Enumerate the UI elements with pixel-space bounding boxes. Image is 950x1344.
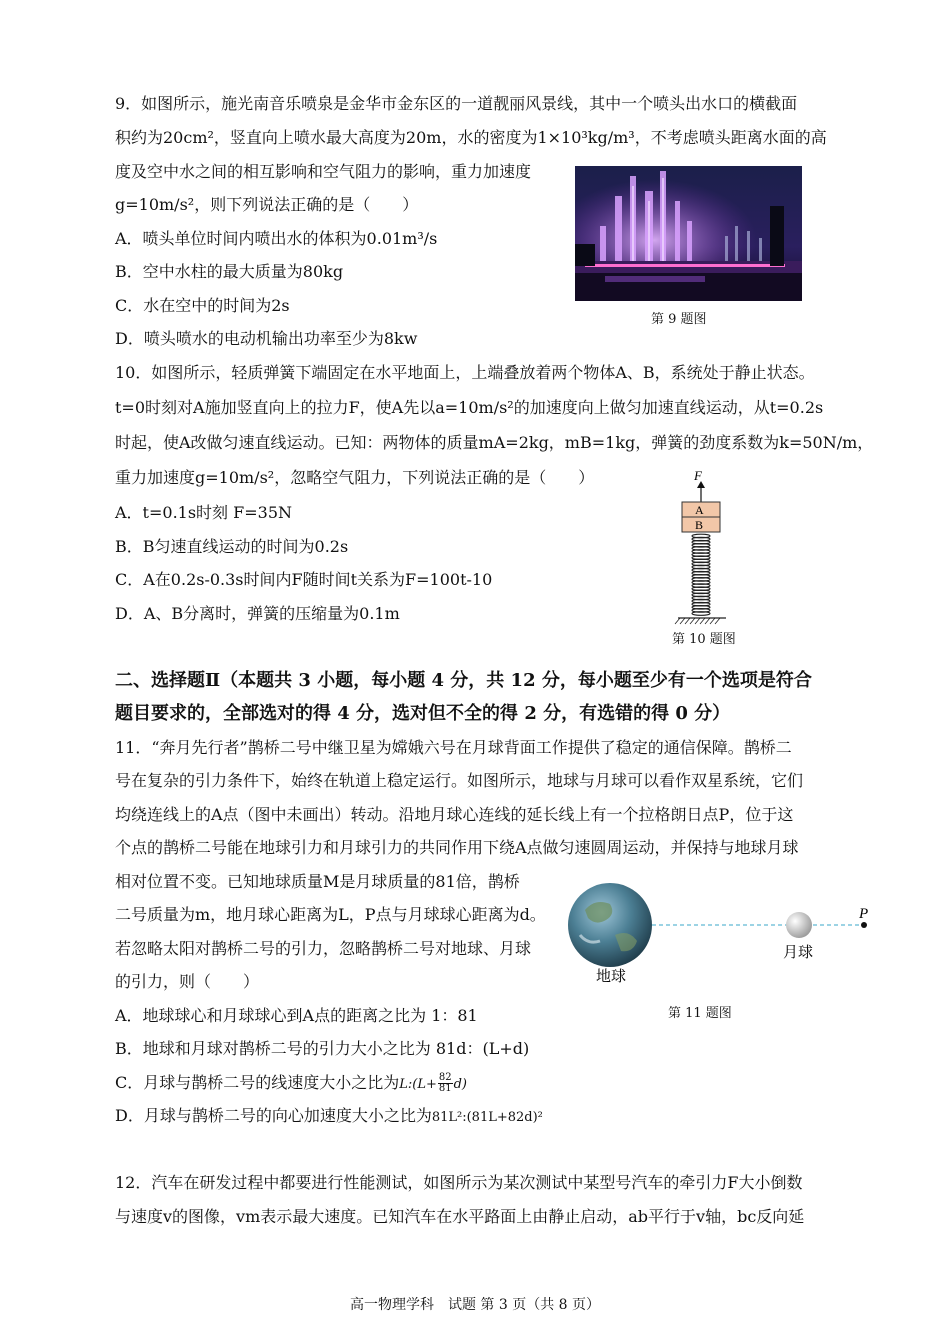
moon-label: 月球: [783, 943, 814, 961]
q11-stem-line-4: 个点的鹊桥二号能在地球引力和月球引力的共同作用下绕A点做匀速圆周运动，并保持与地球月球: [115, 838, 799, 857]
point-p-label: P: [859, 906, 869, 922]
q9-option-c: C．水在空中的时间为2s: [115, 296, 290, 315]
q10-stem-line-2: t=0时刻对A施加竖直向上的拉力F，使A先以a=10m/s²的加速度向上做匀加速直线运动，从t=0.2s: [115, 398, 824, 417]
q11-stem-line-3: 均绕连线上的A点（图中未画出）转动。沿地月球心连线的延长线上有一个拉格朗日点P，位于这: [115, 805, 794, 824]
spring-block-figure: [670, 470, 740, 625]
force-label: F: [694, 470, 702, 483]
q9-stem-line-4: g=10m/s²，则下列说法正确的是（ ）: [115, 195, 419, 214]
q10-figure-caption: 第 10 题图: [672, 632, 736, 647]
q10-option-d: D．A、B分离时，弹簧的压缩量为0.1m: [115, 604, 400, 623]
q9-option-d: D．喷头喷水的电动机输出功率至少为8kw: [115, 329, 418, 348]
q9-figure-caption: 第 9 题图: [651, 312, 707, 327]
q10-stem-line-1: 10．如图所示，轻质弹簧下端固定在水平地面上，上端叠放着两个物体A、B，系统处于静止状态。: [115, 363, 815, 382]
q9-stem-line-3: 度及空中水之间的相互影响和空气阻力的影响，重力加速度: [115, 162, 532, 181]
q11-stem-line-8: 的引力，则（ ）: [115, 972, 260, 991]
q11-option-b: B．地球和月球对鹊桥二号的引力大小之比为 81d：(L+d): [115, 1039, 530, 1058]
q11-option-a: A．地球球心和月球球心到A点的距离之比为 1：81: [115, 1006, 478, 1025]
block-b-label: B: [695, 518, 704, 532]
block-a-label: A: [695, 503, 704, 517]
q10-stem-line-3: 时起，使A改做匀速直线运动。已知：两物体的质量mA=2kg，mB=1kg，弹簧的劲度系数为k=50N/m，: [115, 433, 874, 452]
q10-option-c: C．A在0.2s-0.3s时间内F随时间t关系为F=100t-10: [115, 570, 493, 589]
q10-option-b: B．B匀速直线运动的时间为0.2s: [115, 537, 349, 556]
q12-stem-line-1: 12．汽车在研发过程中都要进行性能测试，如图所示为某次测试中某型号汽车的牵引力F大小倒数: [115, 1173, 803, 1192]
section-2-heading-line-2: 题目要求的，全部选对的得 4 分，选对但不全的得 2 分，有选错的得 0 分）: [115, 703, 731, 724]
earth-label: 地球: [596, 967, 627, 985]
q11-stem-line-5: 相对位置不变。已知地球质量M是月球质量的81倍，鹊桥: [115, 872, 520, 891]
q11-stem-line-2: 号在复杂的引力条件下，始终在轨道上稳定运行。如图所示，地球与月球可以看作双星系统，它们: [115, 771, 804, 790]
q11-stem-line-1: 11．“奔月先行者”鹊桥二号中继卫星为嫦娥六号在月球背面工作提供了稳定的通信保障。鹊桥二: [115, 738, 792, 757]
section-2-heading-line-1: 二、选择题Ⅱ（本题共 3 小题，每小题 4 分，共 12 分，每小题至少有一个选项是符合: [115, 670, 812, 691]
fountain-photo: [575, 166, 802, 301]
q10-option-a: A．t=0.1s时刻 F=35N: [115, 503, 293, 522]
q12-stem-line-2: 与速度v的图像，vm表示最大速度。已知汽车在水平路面上由静止启动，ab平行于v轴，bc反向延: [115, 1207, 805, 1226]
q9-option-b: B．空中水柱的最大质量为80kg: [115, 262, 344, 281]
q9-stem-line-1: 9．如图所示，施光南音乐喷泉是金华市金东区的一道靓丽风景线，其中一个喷头出水口的横截面: [115, 94, 798, 113]
q9-stem-line-2: 积约为20cm²，竖直向上喷水最大高度为20m，水的密度为1×10³kg/m³，不考虑喷头距离水面的高: [115, 128, 827, 147]
q11-figure-caption: 第 11 题图: [668, 1006, 732, 1021]
q11-stem-line-7: 若忽略太阳对鹊桥二号的引力，忽略鹊桥二号对地球、月球: [115, 939, 532, 958]
page-footer: 高一物理学科 试题 第 3 页（共 8 页）: [349, 1297, 601, 1313]
q11-stem-line-6: 二号质量为m，地月球心距离为L，P点与月球球心距离为d。: [115, 905, 546, 924]
q9-option-a: A．喷头单位时间内喷出水的体积为0.01m³/s: [115, 229, 438, 248]
q11-option-d: D．月球与鹊桥二号的向心加速度大小之比为81L²:(81L+82d)²: [115, 1106, 543, 1125]
q10-stem-line-4: 重力加速度g=10m/s²，忽略空气阻力，下列说法正确的是（ ）: [115, 468, 595, 487]
q11-option-c: C．月球与鹊桥二号的线速度大小之比为L:(L+ $\frac{82}{81}$ d): [115, 1072, 468, 1094]
earth-moon-figure: [565, 875, 885, 990]
